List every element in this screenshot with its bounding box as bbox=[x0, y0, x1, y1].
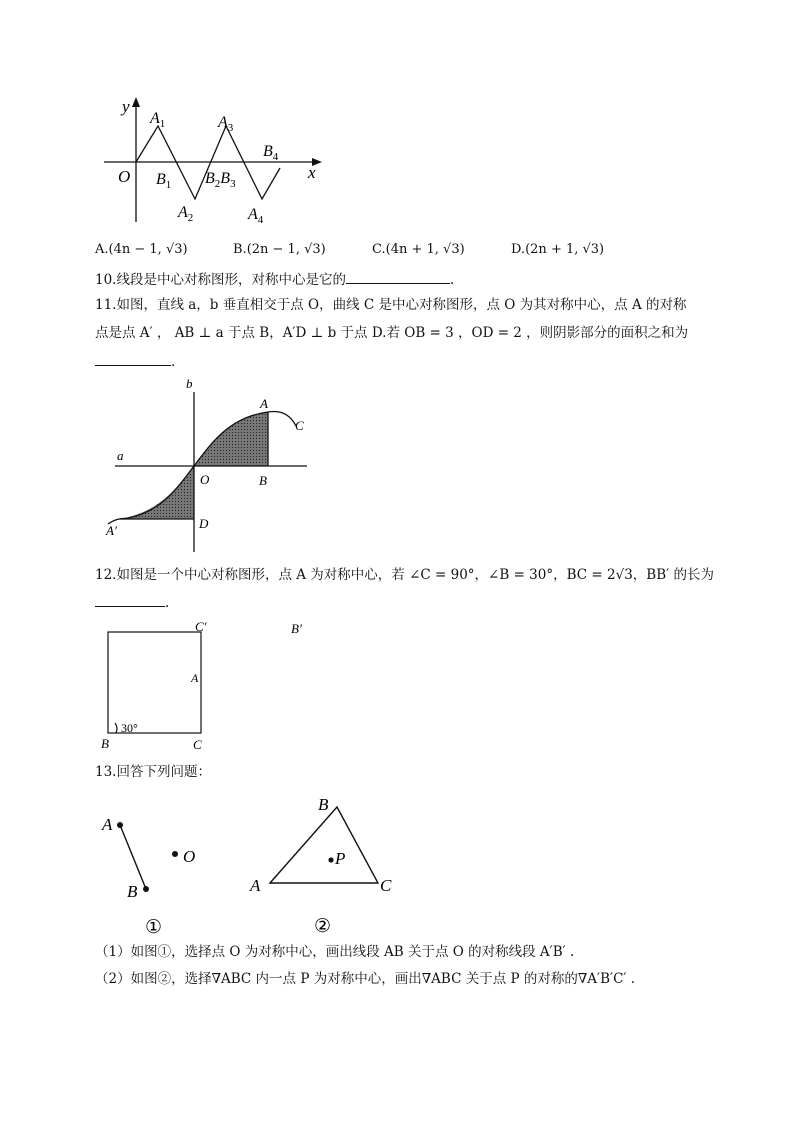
question-11-line2: 点是点 A′ ， AB ⊥ a 于点 B，A′D ⊥ b 于点 D.若 OB = 3 ，OD = 2 ，则阴影部分的面积之和为 bbox=[95, 325, 689, 341]
question-13-title: 13.回答下列问题： bbox=[95, 764, 211, 780]
figure-q13-1-segment bbox=[95, 805, 225, 945]
axis-y-label: y bbox=[122, 97, 130, 116]
label-B2B3: $B_2B_3$ bbox=[205, 170, 236, 190]
triangle-ABC bbox=[270, 807, 378, 883]
label-B1: $B_1$ bbox=[156, 171, 172, 191]
point-O-dot bbox=[172, 851, 178, 857]
point-A-dot bbox=[117, 822, 123, 828]
label-D: D bbox=[199, 516, 209, 531]
option-a[interactable] bbox=[95, 240, 188, 260]
answer-blank-12[interactable] bbox=[95, 592, 165, 607]
point-P-dot bbox=[328, 857, 333, 862]
option-b-value: (2n − 1, √3) bbox=[246, 242, 326, 257]
question-11-answer bbox=[95, 351, 175, 372]
figure-q9-zigzag bbox=[100, 92, 340, 232]
figure-q13-2-triangle bbox=[240, 790, 410, 940]
label-triangle-C: C bbox=[380, 876, 392, 895]
option-c-letter: C. bbox=[372, 242, 386, 257]
rectangle-bc-b-prime-c-prime bbox=[108, 632, 201, 733]
label-A: A bbox=[260, 396, 268, 411]
label-a-line: a bbox=[117, 448, 124, 463]
option-c-value: (4n + 1, √3) bbox=[385, 242, 465, 257]
figure-q11-curve bbox=[100, 372, 320, 557]
question-11-end: . bbox=[171, 354, 176, 370]
question-12-end: . bbox=[165, 595, 170, 611]
option-d-letter: D. bbox=[511, 242, 526, 257]
angle-arc-30 bbox=[115, 723, 117, 733]
label-A-center: A bbox=[191, 671, 199, 685]
option-d[interactable] bbox=[511, 240, 604, 260]
answer-blank-10[interactable] bbox=[346, 269, 450, 284]
segment-AB bbox=[120, 825, 146, 889]
label-triangle-A: A bbox=[250, 876, 261, 895]
label-A-prime: A′ bbox=[106, 523, 117, 538]
origin-label: O bbox=[118, 167, 131, 186]
label-B: B bbox=[101, 736, 109, 751]
option-d-value: (2n + 1, √3) bbox=[525, 242, 605, 257]
label-C-prime: C′ bbox=[195, 619, 207, 634]
option-c[interactable] bbox=[372, 240, 465, 260]
label-A1: $A_1$ bbox=[150, 110, 166, 130]
label-B: B bbox=[259, 473, 267, 488]
label-O: O bbox=[200, 472, 210, 487]
answer-blank-11[interactable] bbox=[95, 351, 171, 366]
label-P: P bbox=[335, 849, 346, 868]
option-a-value: (4n − 1, √3) bbox=[108, 242, 188, 257]
question-10-end: . bbox=[449, 272, 455, 288]
label-B: B bbox=[127, 882, 138, 901]
label-C: C bbox=[193, 737, 202, 752]
shaded-region-right bbox=[194, 412, 268, 466]
question-10-text: 10.线段是中心对称图形，对称中心是它的 bbox=[95, 272, 346, 288]
point-B-dot bbox=[143, 886, 149, 892]
option-a-letter: A. bbox=[95, 242, 109, 257]
label-triangle-B: B bbox=[318, 795, 329, 814]
figure-label-2: ② bbox=[314, 916, 332, 937]
label-A: A bbox=[102, 815, 113, 834]
question-12-line1: 12.如图是一个中心对称图形，点 A 为对称中心，若 ∠C = 90°，∠B = 30°，BC = 2√3，BB′ 的长为 bbox=[95, 567, 714, 583]
question-11-line1: 11.如图，直线 a，b 垂直相交于点 O，曲线 C 是中心对称图形，点 O 为其对称中心，点 A 的对称 bbox=[95, 297, 687, 313]
figure-q12-rectangle bbox=[95, 615, 325, 755]
axis-x-label: x bbox=[308, 163, 316, 182]
label-B4: $B_4$ bbox=[263, 143, 279, 163]
label-angle-30: 30° bbox=[121, 721, 138, 735]
label-b: b bbox=[186, 376, 193, 391]
question-10 bbox=[95, 269, 454, 290]
label-O: O bbox=[183, 847, 196, 866]
label-C: C bbox=[295, 418, 304, 433]
question-13-sub1: （1）如图①，选择点 O 为对称中心，画出线段 AB 关于点 O 的对称线段 A′B′ . bbox=[95, 944, 575, 960]
label-A4: $A_4$ bbox=[248, 206, 264, 226]
option-b[interactable] bbox=[233, 240, 326, 260]
shaded-region-left bbox=[120, 466, 194, 519]
y-axis-arrow bbox=[132, 97, 140, 107]
label-A3: $A_3$ bbox=[218, 114, 234, 134]
figure-label-1: ① bbox=[145, 917, 163, 938]
question-13-sub2: （2）如图②，选择∇ABC 内一点 P 为对称中心，画出∇ABC 关于点 P 的对称的∇A′B′C′ . bbox=[95, 971, 636, 987]
option-b-letter: B. bbox=[233, 242, 247, 257]
question-12-answer bbox=[95, 592, 169, 613]
label-A2: $A_2$ bbox=[178, 204, 194, 224]
label-B-prime: B′ bbox=[291, 621, 302, 636]
